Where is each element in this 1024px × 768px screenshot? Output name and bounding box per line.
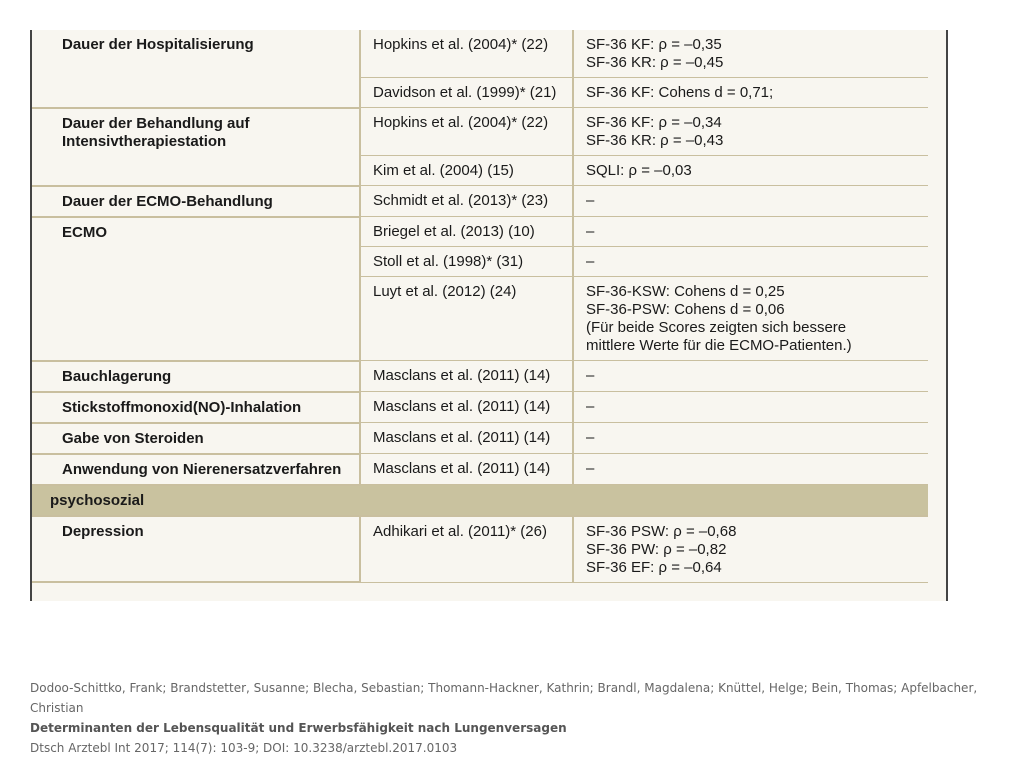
study-cell: Kim et al. (2004) (15)	[360, 156, 573, 186]
table-row	[32, 217, 928, 247]
table-row	[32, 516, 928, 583]
result-line: SF-36 PW: ρ = –0,82	[586, 540, 727, 558]
study-cell: Luyt et al. (2012) (24)	[360, 277, 573, 361]
factor-cell	[32, 217, 360, 361]
result-cell	[573, 516, 928, 583]
result-cell	[573, 186, 928, 217]
citation-authors: Dodoo-Schittko, Frank; Brandstetter, Susanne; Blecha, Sebastian; Thomann-Hackner, Kathrin; Brandl, Magdalena; Knüttel, Helge; Bein, Thomas; Apfelbacher, Christian	[30, 681, 978, 715]
factor-label: Bauchlagerung	[62, 367, 172, 385]
table-row	[32, 361, 928, 392]
study-cell: Stoll et al. (1998)* (31)	[360, 247, 573, 277]
factor-cell	[32, 30, 360, 108]
result-line: –	[586, 367, 595, 384]
citation-block	[30, 678, 1024, 758]
citation-title: Determinanten der Lebensqualität und Erwerbsfähigkeit nach Lungenversagen	[30, 721, 567, 735]
study-cell: Hopkins et al. (2004)* (22)	[360, 30, 573, 78]
result-line: SF-36 KR: ρ = –0,45	[586, 54, 724, 71]
study-cell: Adhikari et al. (2011)* (26)	[360, 516, 573, 583]
table-body	[32, 30, 928, 582]
result-line: SF-36 EF: ρ = –0,64	[586, 558, 722, 576]
study-cell: Schmidt et al. (2013)* (23)	[360, 186, 573, 217]
result-line: –	[586, 192, 595, 209]
factor-label: Dauer der ECMO-Behandlung	[62, 192, 273, 210]
factor-cell	[32, 423, 360, 454]
factor-cell	[32, 361, 360, 392]
factor-label: Anwendung von Nierenersatzverfahren	[62, 460, 342, 478]
factor-label: Gabe von Steroiden	[62, 429, 204, 447]
table-row	[32, 186, 928, 217]
factor-label: Dauer der Behandlung auf	[62, 114, 250, 132]
result-line: SF-36 KF: Cohens d = 0,71;	[586, 84, 774, 101]
result-cell	[573, 277, 928, 361]
section-label: psychosozial	[32, 485, 928, 516]
result-cell	[573, 392, 928, 423]
result-line: SF-36-PSW: Cohens d = 0,06	[586, 301, 785, 318]
result-cell	[573, 423, 928, 454]
table-row	[32, 423, 928, 454]
result-cell	[573, 454, 928, 485]
table-row	[32, 392, 928, 423]
citation-journal: Dtsch Arztebl Int 2017; 114(7): 103-9; DOI: 10.3238/arztebl.2017.0103	[30, 741, 458, 755]
factor-label: Intensivtherapiestation	[62, 132, 227, 150]
factor-cell	[32, 454, 360, 485]
result-line: SF-36-KSW: Cohens d = 0,25	[586, 283, 785, 300]
table-row	[32, 108, 928, 156]
table-row	[32, 30, 928, 78]
result-line: –	[586, 460, 595, 477]
study-cell: Masclans et al. (2011) (14)	[360, 392, 573, 423]
factor-cell	[32, 516, 360, 583]
table-row	[32, 454, 928, 485]
result-line: SF-36 KF: ρ = –0,34	[586, 114, 722, 131]
result-cell	[573, 108, 928, 156]
result-cell	[573, 361, 928, 392]
result-line: –	[586, 253, 595, 270]
factor-cell	[32, 392, 360, 423]
result-cell	[573, 30, 928, 78]
result-line: SF-36 PSW: ρ = –0,68	[586, 522, 737, 540]
result-line: –	[586, 223, 595, 240]
determinants-table	[32, 30, 928, 583]
factor-label: Dauer der Hospitalisierung	[62, 36, 254, 53]
study-cell: Masclans et al. (2011) (14)	[360, 454, 573, 485]
factor-label: Depression	[62, 522, 144, 540]
study-cell: Briegel et al. (2013) (10)	[360, 217, 573, 247]
result-line: –	[586, 398, 595, 415]
table-frame-right	[946, 30, 948, 601]
result-line: mittlere Werte für die ECMO-Patienten.)	[586, 337, 852, 354]
factor-cell	[32, 186, 360, 217]
result-line: –	[586, 429, 595, 446]
result-line: SQLI: ρ = –0,03	[586, 162, 692, 179]
result-line: (Für beide Scores zeigten sich bessere	[586, 319, 847, 336]
result-line: SF-36 KF: ρ = –0,35	[586, 36, 722, 53]
factor-label: ECMO	[62, 223, 107, 241]
study-cell: Masclans et al. (2011) (14)	[360, 361, 573, 392]
results-table-container	[30, 30, 948, 601]
factor-cell	[32, 108, 360, 186]
result-cell	[573, 247, 928, 277]
result-cell	[573, 217, 928, 247]
result-cell	[573, 78, 928, 108]
study-cell: Masclans et al. (2011) (14)	[360, 423, 573, 454]
result-line: SF-36 KR: ρ = –0,43	[586, 132, 724, 149]
result-cell	[573, 156, 928, 186]
section-header-row	[32, 485, 928, 516]
factor-label: Stickstoffmonoxid(NO)-Inhalation	[62, 398, 302, 416]
study-cell: Hopkins et al. (2004)* (22)	[360, 108, 573, 156]
study-cell: Davidson et al. (1999)* (21)	[360, 78, 573, 108]
